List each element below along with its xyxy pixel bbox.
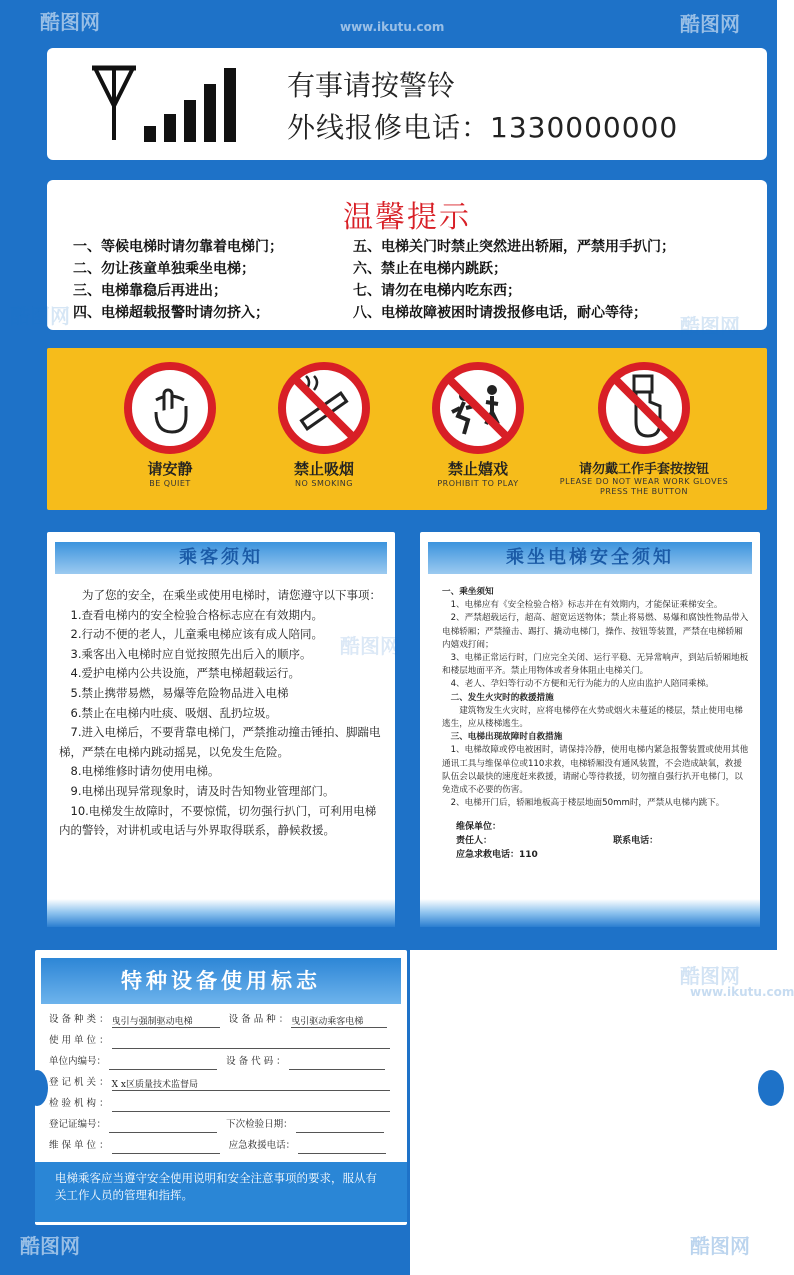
section-heading: 三、电梯出现故障时自救措施 [450, 732, 563, 743]
side-tab-right [758, 1070, 784, 1106]
form-row [49, 1138, 386, 1154]
safety-notice-title: 乘坐电梯安全须知 [428, 542, 752, 574]
tips-panel [47, 180, 767, 330]
form-value [112, 1098, 390, 1112]
form-value [112, 1140, 220, 1154]
responsible-row [456, 834, 750, 848]
form-value [109, 1056, 217, 1070]
form-label: 维 保 单 位 ： [49, 1140, 109, 1151]
watermark: 酷图网 [680, 964, 740, 988]
watermark: 酷图网 [340, 634, 400, 658]
special-equipment-panel [35, 950, 407, 1225]
section-item: 2、电梯开门后，轿厢地板高于楼层地面50mm时，严禁从电梯内跳下。 [450, 798, 725, 809]
form-value: X x区质量技术监督局 [112, 1077, 390, 1091]
section-heading: 二、发生火灾时的救援措施 [450, 692, 554, 703]
prohibition-signs-panel [47, 348, 767, 510]
form-label: 登记证编号： [49, 1119, 107, 1130]
watermark: 酷图网 [690, 1234, 750, 1258]
form-value [296, 1119, 384, 1133]
form-row [49, 1117, 384, 1133]
sign-be-quiet [95, 360, 245, 489]
tips-right-column [353, 236, 675, 324]
notice-paragraph: 6.禁止在电梯内吐痰、吸烟、乱扔垃圾。 [70, 705, 277, 720]
tip-item: 八、电梯故障被困时请拨报修电话，耐心等待； [353, 305, 647, 321]
form-row [49, 1075, 390, 1091]
no-smoking-icon [276, 360, 372, 456]
sign-cn-label: 禁止吸烟 [293, 460, 354, 478]
contact-label: 联系电话： [613, 836, 659, 847]
section-item: 建筑物发生火灾时，应将电梯停在火势或烟火未蔓延的楼层，禁止使用电梯逃生，应从楼梯逃生。 [442, 705, 743, 730]
passenger-notice-panel [47, 532, 395, 927]
tip-item: 六、禁止在电梯内跳跃； [353, 261, 507, 277]
notice-paragraph: 10.电梯发生故障时，不要惊慌，切勿强行扒门，可利用电梯内的警铃，对讲机或电话与外界取得联系，静候救援。 [59, 803, 377, 838]
tip-item: 五、电梯关门时禁止突然进出轿厢，严禁用手扒门； [353, 239, 675, 255]
watermark: 酷图网 [40, 10, 100, 34]
watermark: 酷图网 [10, 304, 70, 328]
special-equipment-title: 特种设备使用标志 [41, 958, 401, 1004]
form-value: 曳引与强制驱动电梯 [112, 1014, 220, 1028]
sign-cn-label: 禁止嬉戏 [447, 460, 508, 478]
form-row [49, 1096, 390, 1112]
tip-item: 四、电梯超载报警时请勿挤入； [73, 305, 269, 321]
special-equipment-footer: 电梯乘客应当遵守安全使用说明和安全注意事项的要求，服从有关工作人员的管理和指挥。 [35, 1162, 407, 1222]
notice-footer-wave [420, 899, 760, 927]
sign-cn-label: 请安静 [147, 460, 193, 478]
section-item: 1、电梯应有《安全检验合格》标志并在有效期内，才能保证乘梯安全。 [450, 600, 723, 611]
no-gloves-icon [596, 360, 692, 456]
form-label: 设 备 品 种 ： [228, 1014, 289, 1025]
watermark: www.ikutu.com [340, 20, 445, 34]
sign-en-label: NO SMOKING [295, 479, 353, 488]
notice-paragraph: 4.爱护电梯内公共设施，严禁电梯超载运行。 [70, 666, 300, 681]
form-value [112, 1035, 390, 1049]
form-row [49, 1033, 390, 1049]
responsible-label: 责任人： [456, 836, 493, 847]
sign-en-label: PROHIBIT TO PLAY [437, 479, 519, 488]
form-row [49, 1054, 385, 1070]
tip-item: 三、电梯靠稳后再进出； [73, 283, 227, 299]
form-label: 下次检验日期： [226, 1119, 293, 1130]
notice-paragraph: 9.电梯出现异常现象时，请及时告知物业管理部门。 [70, 783, 335, 798]
form-value: 曳引驱动乘客电梯 [291, 1014, 387, 1028]
maintainer-label: 维保单位： [456, 822, 502, 833]
form-label: 使 用 单 位 ： [49, 1035, 109, 1046]
quiet-icon [122, 360, 218, 456]
form-value [298, 1140, 386, 1154]
form-label: 应急救援电话： [228, 1140, 296, 1151]
safety-notice-body [442, 586, 750, 862]
notice-paragraph: 5.禁止携带易燃，易爆等危险物品进入电梯 [70, 685, 289, 700]
notice-footer-wave [47, 899, 395, 927]
emergency-phone: 应急求救电话：110 [456, 850, 538, 861]
notice-paragraph: 为了您的安全，在乘坐或使用电梯时，请您遵守以下事项： [82, 588, 381, 602]
sign-no-play [403, 360, 553, 489]
section-heading: 一、乘坐须知 [442, 587, 494, 597]
signal-antenna-icon [92, 62, 252, 152]
form-label: 登 记 机 关 ： [49, 1077, 109, 1088]
notice-paragraph: 7.进入电梯后，不要背靠电梯门，严禁推动撞击锤拍、脚踹电梯，严禁在电梯内跳动摇晃，以免发生危险。 [59, 725, 381, 759]
section-item: 3、电梯正常运行时，门应完全关闭、运行平稳、无异常响声，到站后轿厢地板和楼层地面平齐。禁止用物体或者身体阻止电梯关门。 [442, 653, 749, 677]
form-label: 设 备 种 类 ： [49, 1014, 109, 1025]
form-value [109, 1119, 217, 1133]
sign-cn-label: 请勿戴工作手套按按钮 [578, 462, 709, 477]
sign-en-label: BE QUIET [149, 479, 191, 488]
section-item: 4、老人、孕妇等行动不方便和无行为能力的人应由监护人陪同乘梯。 [450, 679, 714, 690]
sign-en-label: PLEASE DO NOT WEAR WORK GLOVES PRESS THE BUTTON [559, 477, 729, 496]
tip-item: 七、请勿在电梯内吃东西； [353, 283, 521, 299]
notice-paragraph: 3.乘客出入电梯时应自觉按照先出后入的顺序。 [70, 646, 312, 661]
section-item: 2、严禁超载运行，超高、超宽运送物体；禁止将易燃、易爆和腐蚀性物品带入电梯轿厢；严禁撞击、踢打、撬动电梯门，操作、按钮等装置，严禁在电梯轿厢内嬉戏打闹； [442, 613, 749, 650]
sign-no-smoking [249, 360, 399, 489]
safety-notice-footer [442, 820, 750, 862]
side-tab-left [26, 1070, 48, 1106]
form-label: 设 备 代 码 ： [226, 1056, 286, 1067]
form-label: 检 验 机 构 ： [49, 1098, 109, 1109]
notice-paragraph: 2.行动不便的老人，儿童乘电梯应该有成人陪同。 [70, 627, 323, 642]
form-row [49, 1012, 387, 1028]
form-label: 单位内编号： [49, 1056, 107, 1067]
alarm-text: 有事请按警铃 [287, 69, 456, 102]
tips-title: 温馨提示 [343, 200, 471, 235]
tip-item: 二、勿让孩童单独乘坐电梯； [73, 261, 255, 277]
safety-notice-panel [420, 532, 760, 927]
tips-left-column [73, 236, 283, 324]
watermark: 酷图网 [680, 12, 740, 36]
notice-paragraph: 1.查看电梯内的安全检验合格标志应在有效期内。 [70, 607, 323, 622]
watermark: 酷图网 [680, 314, 740, 338]
sign-no-gloves [559, 360, 729, 497]
alarm-panel [47, 48, 767, 160]
form-value [289, 1056, 385, 1070]
passenger-notice-title: 乘客须知 [55, 542, 387, 574]
no-play-icon [430, 360, 526, 456]
watermark: 酷图网 [20, 1234, 80, 1258]
notice-paragraph: 8.电梯维修时请勿使用电梯。 [70, 764, 220, 779]
watermark: www.ikutu.com [690, 985, 794, 999]
section-item: 1、电梯故障或停电被困时，请保持冷静，使用电梯内紧急报警装置或使用其他通讯工具与维保单位或110求救，电梯轿厢没有通风装置，不会造成缺氧，救援队伍会以最快的速度赶来救援，请耐心等待救援，切勿擅自强行扒开电梯门，以免造成不必要的伤害。 [442, 745, 749, 796]
repair-phone-text: 外线报修电话：1330000000 [287, 111, 679, 144]
passenger-notice-body [59, 586, 385, 841]
tip-item: 一、等候电梯时请勿靠着电梯门； [73, 239, 283, 255]
